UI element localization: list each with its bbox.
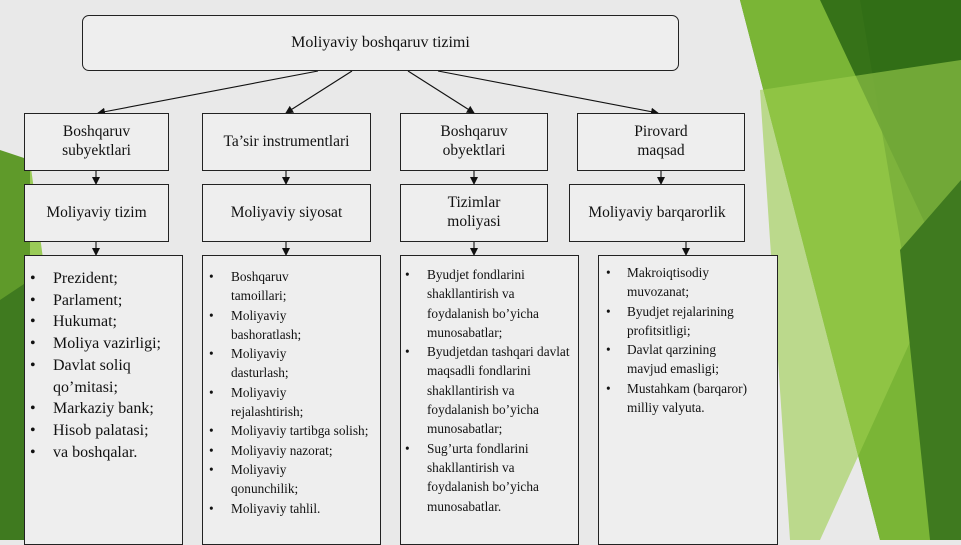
column-subheading-box-3 xyxy=(400,184,548,242)
list-item: • Moliyaviy tartibga solish; xyxy=(231,421,371,440)
list-item: • Makroiqtisodiy muvozanat; xyxy=(627,263,752,302)
column-heading-3: Boshqaruv obyektlari xyxy=(440,123,508,159)
column-heading-box-2 xyxy=(202,113,371,171)
list-item: • Byudjetdan tashqari davlat maqsadli fondlarini shakllantirish va foydalanish bo’yicha munosabatlar; xyxy=(427,342,575,438)
column-subheading-box-4 xyxy=(569,184,745,242)
column-list-3 xyxy=(427,265,575,516)
list-item: • Moliyaviy bashoratlash; xyxy=(231,306,341,345)
list-item: • Davlat soliq qo’mitasi; xyxy=(53,355,178,398)
column-heading-2: Ta’sir instrumentlari xyxy=(223,132,350,150)
list-item: • Davlat qarzining mavjud emasligi; xyxy=(627,340,752,379)
list-item: • Moliyaviy nazorat; xyxy=(231,441,371,460)
list-item: • Parlament; xyxy=(53,290,178,312)
list-item: • Moliyaviy dasturlash; xyxy=(231,344,341,383)
column-list-box-2 xyxy=(202,255,381,545)
column-list-4 xyxy=(627,263,752,417)
list-item: • Markaziy bank; xyxy=(53,398,178,420)
list-item: • Moliyaviy tahlil. xyxy=(231,499,371,518)
list-item: • Prezident; xyxy=(53,268,178,290)
column-list-1 xyxy=(53,268,178,463)
list-item: • Hisob palatasi; xyxy=(53,420,178,442)
column-heading-4: Pirovard maqsad xyxy=(634,123,688,159)
list-item: • Boshqaruv tamoillari; xyxy=(231,267,341,306)
list-item: • Byudjet fondlarini shakllantirish va foydalanish bo’yicha munosabatlar; xyxy=(427,265,575,342)
list-item: • Moliyaviy qonunchilik; xyxy=(231,460,341,499)
list-item: • Moliya vazirligi; xyxy=(53,333,178,355)
column-list-box-1 xyxy=(24,255,183,545)
column-list-box-4 xyxy=(598,255,778,545)
column-heading-box-1 xyxy=(24,113,169,171)
column-subheading-1: Moliyaviy tizim xyxy=(46,203,147,221)
list-item: • Mustahkam (barqaror) milliy valyuta. xyxy=(627,379,752,418)
list-item: • Byudjet rejalarining profitsitligi; xyxy=(627,302,752,341)
list-item: • va boshqalar. xyxy=(53,442,178,464)
list-item: • Moliyaviy rejalashtirish; xyxy=(231,383,341,422)
column-list-box-3 xyxy=(400,255,579,545)
diagram-title-box xyxy=(82,15,679,71)
column-subheading-4: Moliyaviy barqarorlik xyxy=(588,203,726,221)
column-heading-box-4 xyxy=(577,113,745,171)
column-subheading-box-2 xyxy=(202,184,371,242)
column-heading-1: Boshqaruv subyektlari xyxy=(62,123,131,159)
column-subheading-3: Tizimlar moliyasi xyxy=(447,194,501,230)
list-item: • Hukumat; xyxy=(53,311,178,333)
diagram-title: Moliyaviy boshqaruv tizimi xyxy=(291,34,470,52)
list-item: • Sug’urta fondlarini shakllantirish va foydalanish bo’yicha munosabatlar. xyxy=(427,439,575,516)
column-list-2 xyxy=(231,267,369,518)
column-subheading-box-1 xyxy=(24,184,169,242)
column-heading-box-3 xyxy=(400,113,548,171)
column-subheading-2: Moliyaviy siyosat xyxy=(230,203,343,221)
